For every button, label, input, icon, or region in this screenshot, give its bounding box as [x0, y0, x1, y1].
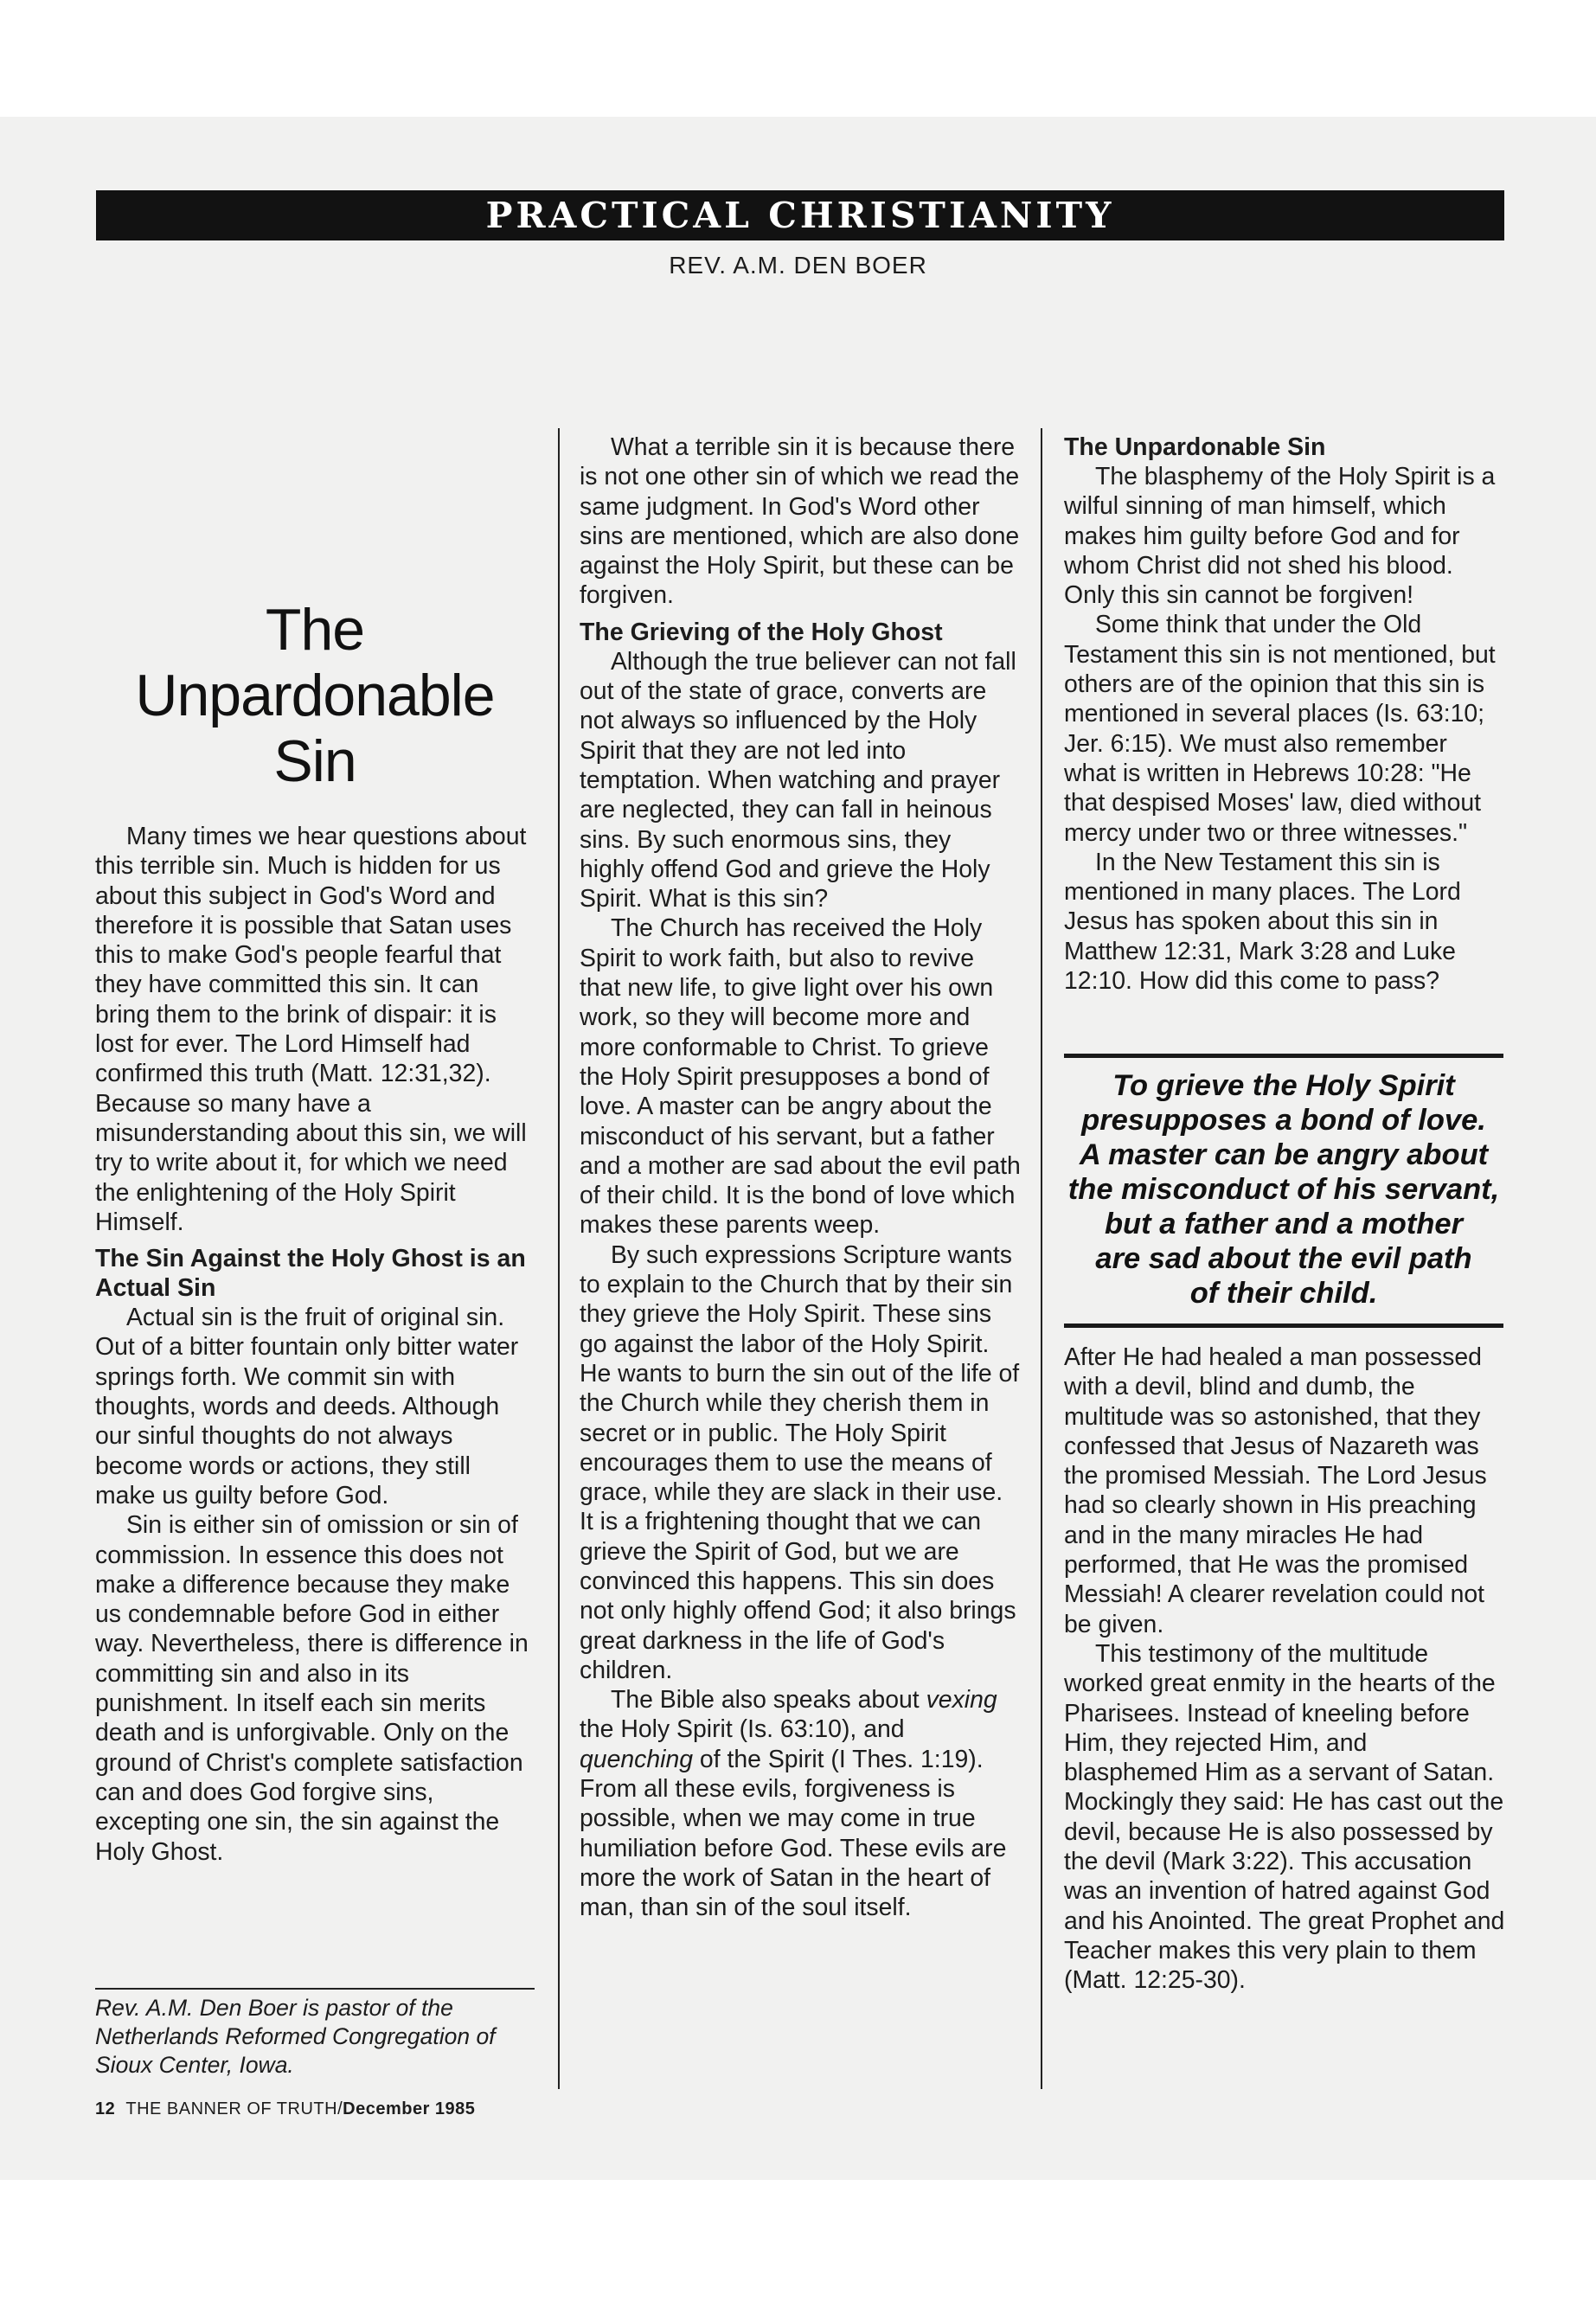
- column-3-continued: [1064, 1343, 1505, 1996]
- publication-name: THE BANNER OF TRUTH/: [125, 2099, 343, 2118]
- column-1: [95, 822, 535, 1867]
- pull-quote-line: are sad about the evil path: [1095, 1242, 1472, 1275]
- column-divider: [558, 428, 560, 2089]
- subheading-unpardonable: The Unpardonable Sin: [1064, 433, 1326, 461]
- text-run: of the Spirit (I Thes. 1:19). From all these evils, forgiveness is possible, when we may come in true humiliation before God. These evils are more the work of Satan in the heart of man, than sin of the soul itself.: [580, 1745, 1007, 1922]
- author-footnote: Rev. A.M. Den Boer is pastor of the Netherlands Reformed Congregation of Sioux Center, Iowa.: [95, 1995, 496, 2078]
- text-run: the Holy Spirit (Is. 63:10), and: [580, 1715, 905, 1744]
- paragraph: By such expressions Scripture wants to explain to the Church that by their sin they grieve the Holy Spirit. These sins go against the labor of the Holy Spirit. He wants to burn the sin out of the life of the Church while they cherish them in secret or in public. The Holy Spirit encourages them to use the means of grace, while they are slack in their use. It is a frightening thought that we can grieve the Spirit of God, but we are convinced this happens. This sin does not only highly offend God; it also brings great darkness in the life of God's children.: [580, 1240, 1020, 1684]
- pull-quote-line: but a father and a mother: [1104, 1208, 1464, 1240]
- emphasis-quenching: quenching: [580, 1745, 694, 1773]
- paragraph: In the New Testament this sin is mentioned in many places. The Lord Jesus has spoken about this sin in Matthew 12:31, Mark 3:28 and Luke 12:10. How did this come to pass?: [1064, 848, 1461, 996]
- column-2: [580, 433, 1021, 1923]
- paragraph: [580, 1685, 1021, 1922]
- paragraph: What a terrible sin it is because there is not one other sin of which we read the same judgment. In God's Word other sins are mentioned, which are also done against the Holy Spirit, but these can be forgiven.: [580, 433, 1020, 610]
- pull-quote-rule-bottom: [1064, 1324, 1503, 1328]
- author-byline: REV. A.M. DEN BOER: [669, 252, 927, 279]
- pull-quote-line: the misconduct of his servant,: [1067, 1173, 1500, 1206]
- issue-date: December 1985: [343, 2099, 476, 2118]
- pull-quote: [1057, 1068, 1510, 1311]
- column-divider: [1041, 428, 1042, 2089]
- pull-quote-line: of their child.: [1189, 1277, 1378, 1310]
- section-title: PRACTICAL CHRISTIANITY: [485, 195, 1115, 236]
- article-title-line: The: [265, 597, 365, 663]
- emphasis-vexing: vexing: [926, 1686, 997, 1715]
- paragraph: Actual sin is the fruit of original sin. Out of a bitter fountain only bitter water springs forth. We commit sin with thoughts, words and deeds. Although our sinful thoughts do not always become words or actions, they still make us guilty before God.: [95, 1304, 519, 1509]
- article-title-line: Unpardonable: [135, 663, 495, 728]
- page-number: 12: [95, 2099, 116, 2118]
- paragraph: The Church has received the Holy Spirit to work faith, but also to revive that new life, to give light over his own work, so they will become more and more conformable to Christ. To grieve the Holy Spirit presupposes a bond of love. A master can be angry about the misconduct of his servant, but a father and a mother are sad about the evil path of their child. It is the bond of love which makes these parents weep.: [580, 914, 1021, 1240]
- text-run: The Bible also speaks about: [611, 1686, 926, 1715]
- footnote-divider: [95, 1988, 535, 1990]
- paragraph: This testimony of the multitude worked great enmity in the hearts of the Pharisees. Instead of kneeling before Him, they rejected Him, and blasphemed Him as a servant of Satan. Mockingly they said: He has cast out the devil, because He is also possessed by the devil (Mark 3:22). This accusation was an invention of hatred against God and his Anointed. The great Prophet and Teacher makes this very plain to them (Matt. 12:25-30).: [1064, 1639, 1505, 1995]
- intro-paragraph: Many times we hear questions about this terrible sin. Much is hidden for us about this subject in God's Word and therefore it is possible that Satan uses this to make God's people fearful that they have committed this sin. It can bring them to the brink of dispair: it is lost for ever. The Lord Himself had confirmed this truth (Matt. 12:31,32). Because so many have a misunderstanding about this sin, we will try to write about it, for which we need the enlightening of the Holy Spirit Himself.: [95, 823, 527, 1236]
- paragraph: After He had healed a man possessed with a devil, blind and dumb, the multitude was so astonished, that they confessed that Jesus of Nazareth was the promised Messiah. The Lord Jesus had so clearly shown in His preaching and in the many miracles He had performed, that He was the promised Messiah! A clearer revelation could not be given.: [1064, 1343, 1487, 1638]
- page-footer: [95, 2099, 475, 2119]
- paragraph: Although the true believer can not fall out of the state of grace, converts are not always so influenced by the Holy Spirit that they are not led into temptation. When watching and prayer are neglected, they can fall in heinous sins. By such enormous sins, they highly offend God and grieve the Holy Spirit. What is this sin?: [580, 647, 1016, 913]
- pull-quote-rule-top: [1064, 1054, 1503, 1058]
- subheading-actual-sin: The Sin Against the Holy Ghost is an Actual Sin: [95, 1245, 526, 1303]
- pull-quote-line: presupposes a bond of love.: [1081, 1104, 1486, 1137]
- subheading-grieving: The Grieving of the Holy Ghost: [580, 618, 943, 646]
- paragraph: Some think that under the Old Testament this sin is not mentioned, but others are of the opinion that this sin is mentioned in several places (Is. 63:10; Jer. 6:15). We must also remember what is written in Hebrews 10:28: "He that despised Moses' law, died without mercy under two or three witnesses.": [1064, 611, 1496, 847]
- article-title-line: Sin: [273, 728, 356, 794]
- pull-quote-line: To grieve the Holy Spirit: [1112, 1069, 1455, 1102]
- article-title: [95, 597, 535, 794]
- paragraph: The blasphemy of the Holy Spirit is a wilful sinning of man himself, which makes him guilty before God and for whom Christ did not shed his blood. Only this sin cannot be forgiven!: [1064, 463, 1496, 610]
- section-banner: [96, 190, 1504, 240]
- paragraph: Sin is either sin of omission or sin of commission. In essence this does not make a difference because they make us condemnable before God in either way. Nevertheless, there is difference in committing sin and also in its punishment. In itself each sin merits death and is unforgivable. Only on the ground of Christ's complete satisfaction can and does God forgive sins, excepting one sin, the sin against the Holy Ghost.: [95, 1511, 529, 1866]
- pull-quote-line: A master can be angry about: [1079, 1138, 1489, 1171]
- column-3: [1064, 433, 1505, 996]
